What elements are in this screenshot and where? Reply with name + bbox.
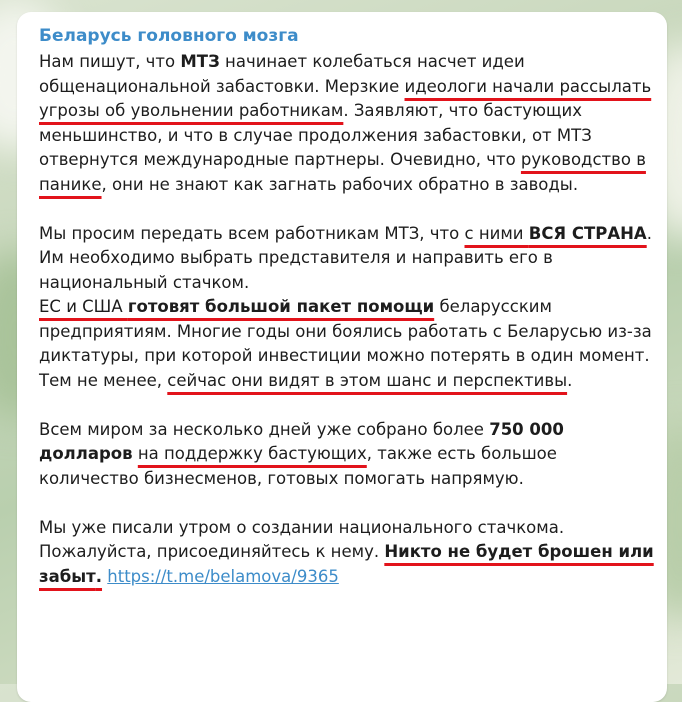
bold-text: Никто не будет брошен или забыт [39,542,654,586]
bold-text: 750 000 долларов [39,419,564,463]
highlighted-text: на поддержку бастующих [137,444,367,463]
highlighted-text: руководство в панике [39,150,646,194]
sender-name[interactable]: Беларусь головного мозга [39,26,299,46]
bold-text: МТЗ [180,52,220,71]
message-paragraph-2 [39,222,657,394]
bold-text: ВСЯ СТРАНА [528,223,647,243]
text-span: . Заявляют, что бастующих меньшинство, и что в случае продолжения забастовки, от МТЗ отвернутся международные партнеры. Очевидно, что [39,101,592,169]
highlighted-text: сейчас они видят в этом шанс и перспективы [167,370,568,390]
text-span: . [567,370,573,390]
highlighted-text [39,297,434,316]
message-paragraph-4 [39,516,657,590]
text-span: ЕС и США [39,297,128,316]
message-paragraph-3 [39,418,657,492]
text-span: с ними [464,223,529,243]
text-span: начинает колебаться насчет идеи общенациональной забастовки. Мерзкие [39,52,525,96]
telegram-link[interactable]: https://t.me/belamova/9365 [107,566,339,586]
message-bubble [17,12,667,702]
text-span: Мы просим передать всем работникам МТЗ, что [39,223,465,243]
highlighted-text: идеологи начали рассылать угрозы об увольнении работникам [39,76,652,120]
text-span: , также есть большое количество бизнесменов, готовых помогать напрямую. [39,444,557,488]
text-span: . Им необходимо выбрать представителя и направить его в национальный стачком. [39,223,652,292]
highlighted-text [465,224,647,243]
text-span: беларусским предприятиям. Многие годы они боялись работать с Беларусью из-за диктатуры, при которой инвестиции можно потерять в один момент. Тем не менее, [39,297,652,390]
text-span: Всем миром за несколько дней уже собрано более [39,419,490,439]
message-paragraph-1 [39,50,657,197]
bold-text: готовят большой пакет помощи [127,297,435,316]
message-text [39,50,657,589]
bold-text: . [95,566,103,586]
text-span: , они не знают как загнать рабочих обратно в заводы. [101,174,579,194]
text-span: Нам пишут, что [39,52,181,71]
text-span: Мы уже писали утром о создании национального стачкома. Пожалуйста, присоединяйтесь к нему. [39,517,565,561]
